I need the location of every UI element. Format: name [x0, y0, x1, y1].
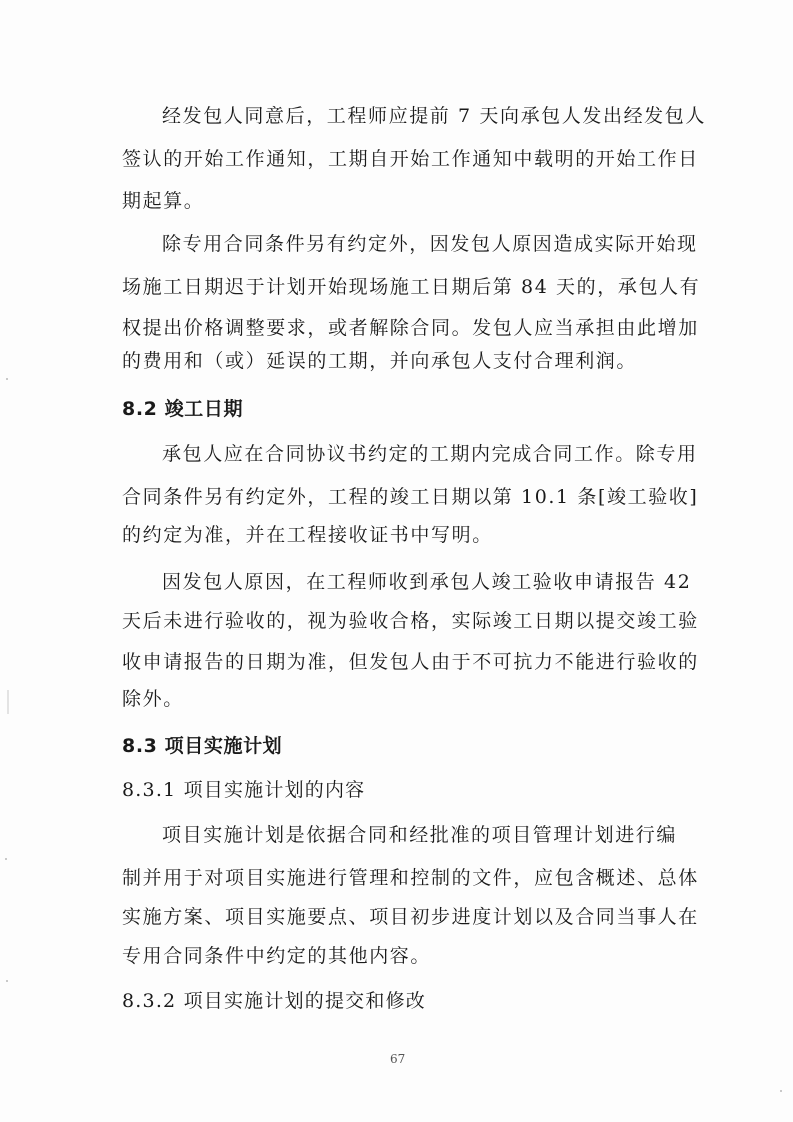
subsection-heading-8-3-1: 8.3.1 项目实施计划的内容 — [122, 779, 366, 801]
paragraph-5-line-4: 专用合同条件中约定的其他内容。 — [122, 945, 432, 967]
scan-speck — [5, 858, 7, 860]
paragraph-2-line-3: 权提出价格调整要求，或者解除合同。发包人应当承担由此增加 — [122, 317, 699, 339]
scan-speck — [780, 1090, 782, 1092]
paragraph-4-line-2: 天后未进行验收的，视为验收合格，实际竣工日期以提交竣工验 — [122, 610, 699, 632]
paragraph-4-line-4: 除外。 — [122, 688, 184, 710]
paragraph-4-line-3: 收申请报告的日期为准，但发包人由于不可抗力不能进行验收的 — [122, 651, 699, 673]
section-heading-8-3: 8.3 项目实施计划 — [122, 735, 283, 757]
paragraph-3-line-2: 合同条件另有约定外，工程的竣工日期以第 10.1 条[竣工验收] — [122, 486, 699, 508]
paragraph-3-line-3: 的约定为准，并在工程接收证书中写明。 — [122, 524, 493, 546]
scan-speck — [7, 690, 9, 714]
paragraph-1-line-2: 签认的开始工作通知，工期自开始工作通知中载明的开始工作日 — [122, 148, 699, 170]
paragraph-5-line-1: 项目实施计划是依据合同和经批准的项目管理计划进行编 — [162, 824, 678, 846]
subsection-heading-8-3-2: 8.3.2 项目实施计划的提交和修改 — [122, 990, 426, 1012]
paragraph-5-line-2: 制并用于对项目实施进行管理和控制的文件，应包含概述、总体 — [122, 867, 699, 889]
paragraph-3-line-1: 承包人应在合同协议书约定的工期内完成合同工作。除专用 — [162, 443, 698, 465]
paragraph-2-line-2: 场施工日期迟于计划开始现场施工日期后第 84 天的，承包人有 — [122, 276, 701, 298]
paragraph-2-line-1: 除专用合同条件另有约定外，因发包人原因造成实际开始现 — [162, 233, 698, 255]
scan-speck — [6, 980, 8, 982]
paragraph-4-line-1: 因发包人原因，在工程师收到承包人竣工验收申请报告 42 — [162, 571, 692, 593]
paragraph-1-line-3: 期起算。 — [122, 190, 205, 212]
scan-speck — [6, 378, 8, 380]
paragraph-1-line-1: 经发包人同意后，工程师应提前 7 天向承包人发出经发包人 — [162, 105, 706, 127]
page-number: 67 — [390, 1052, 406, 1066]
paragraph-2-line-4: 的费用和（或）延误的工期，并向承包人支付合理利润。 — [122, 350, 638, 372]
section-heading-8-2: 8.2 竣工日期 — [122, 398, 244, 420]
paragraph-5-line-3: 实施方案、项目实施要点、项目初步进度计划以及合同当事人在 — [122, 906, 699, 928]
